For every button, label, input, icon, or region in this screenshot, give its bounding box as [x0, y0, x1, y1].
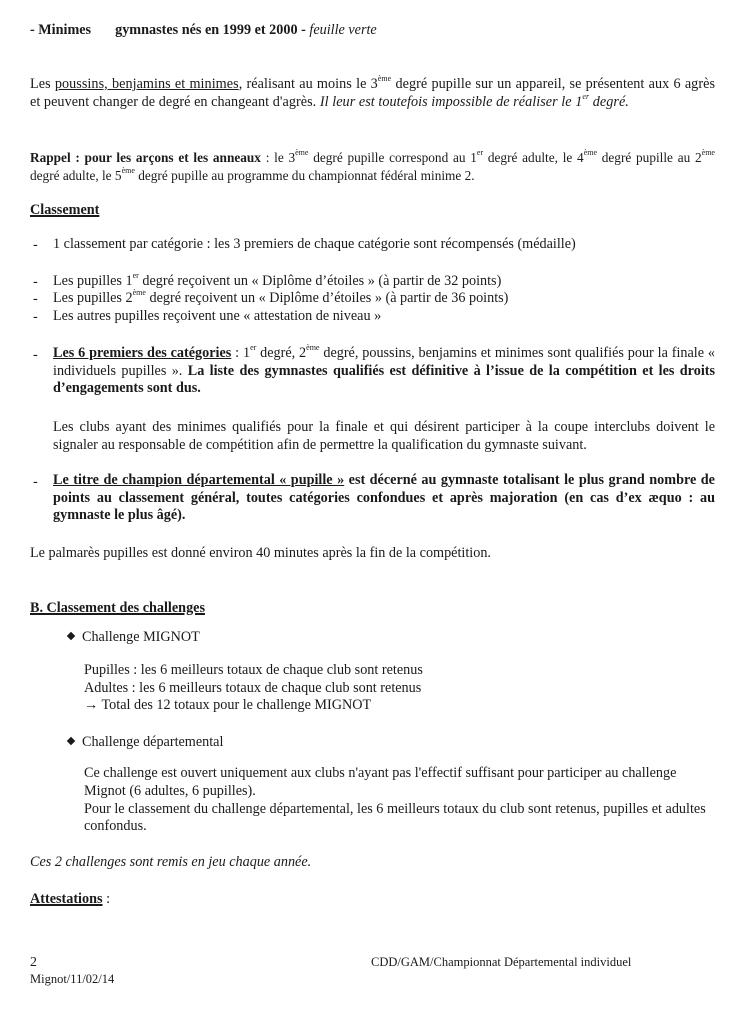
intro-text: Les	[30, 76, 55, 92]
list-item: Les pupilles 2ème degré reçoivent un « Diplôme d’étoiles » (à partir de 36 points)	[53, 288, 509, 306]
list-dash: -	[33, 474, 38, 490]
mignot-line: Pupilles : les 6 meilleurs totaux de chaque club sont retenus	[84, 662, 423, 678]
superscript: er	[582, 91, 590, 101]
list-item-qualification: Les 6 premiers des catégories : 1er degré, 2ème degré, poussins, benjamins et minimes sont qualifiés pour la finale « individuels pupilles ». La liste des gymnastes qualifiés est définitive à l’issue de la compétition et les droits d’engagements sont dus.	[53, 343, 716, 396]
superscript: ème	[377, 74, 392, 83]
list-dash: -	[33, 274, 38, 290]
challenge-mignot-details	[84, 662, 423, 715]
list-dash: -	[33, 309, 38, 325]
category-header	[30, 22, 377, 39]
challenge-mignot-title: Challenge MIGNOT	[68, 629, 200, 646]
rappel-paragraph: Rappel : pour les arçons et les anneaux : le 3ème degré pupille correspond au 1er degré adulte, le 4ème degré pupille au 2ème degré adulte, le 5ème degré pupille au programme du championnat fédéral minime 2.	[30, 148, 715, 183]
intro-paragraph	[30, 76, 715, 111]
list-item: Les autres pupilles reçoivent une « attestation de niveau »	[53, 308, 382, 324]
intro-italic: degré.	[589, 93, 629, 110]
qualification-label: Les 6 premiers des catégories	[53, 345, 232, 361]
diamond-bullet-icon	[67, 632, 75, 640]
departemental-paragraph: Ce challenge est ouvert uniquement aux clubs n'ayant pas l'effectif suffisant pour participer au challenge Mignot (6 adultes, 6 pupilles).	[84, 765, 677, 799]
list-item-champion: Le titre de champion départemental « pupille » est décerné au gymnaste totalisant le plus grand nombre de points au classement général, toutes catégories confondues et après majoration (en cas d’ex æquo : au gymnaste le plus âgé).	[53, 472, 715, 523]
champion-title-label: Le titre de champion départemental « pupille »	[53, 472, 345, 488]
list-item: Les pupilles 1er degré reçoivent un « Diplôme d’étoiles » (à partir de 32 points)	[53, 271, 502, 289]
challenges-heading: B. Classement des challenges	[30, 600, 205, 616]
challenge-departemental-title: Challenge départemental	[68, 734, 223, 751]
intro-text: degré pupille sur un appareil, se présentent aux 6 agrès et peuvent changer de degré en changeant d'agrès.	[30, 76, 716, 110]
mignot-line: → Total des 12 totaux pour le challenge MIGNOT	[84, 697, 372, 713]
interclubs-paragraph: Les clubs ayant des minimes qualifiés pour la finale et qui désirent participer à la coupe interclubs doivent le signaler au responsable de compétition afin de permettre la qualification du gymnaste suivant.	[53, 419, 715, 453]
header-sheet-color: feuille verte	[309, 22, 377, 38]
rappel-label: Rappel : pour les arçons et les anneaux	[30, 150, 261, 165]
challenges-note: Ces 2 challenges sont remis en jeu chaque année.	[30, 854, 312, 870]
list-dash: -	[33, 291, 38, 307]
page-number: 2	[30, 955, 37, 970]
diamond-bullet-icon	[67, 737, 75, 745]
author-date: Mignot/11/02/14	[30, 972, 115, 986]
header-description: gymnastes nés en 1999 et 2000 -	[115, 22, 310, 38]
departemental-paragraph: Pour le classement du challenge départemental, les 6 meilleurs totaux du club sont retenus, pupilles et adultes confondus.	[84, 800, 706, 835]
challenge-departemental-details	[84, 765, 714, 836]
mignot-line: Adultes : les 6 meilleurs totaux de chaque club sont retenus	[84, 679, 422, 696]
list-dash: -	[33, 237, 38, 253]
header-dash: -	[30, 22, 39, 38]
attestations-heading: Attestations :	[30, 891, 111, 907]
qualification-bold-text: La liste des gymnastes qualifiés est définitive à l’issue de la compétition et les droits d’engagements sont dus.	[53, 362, 716, 396]
palmares-text: Le palmarès pupilles est donné environ 40 minutes après la fin de la compétition.	[30, 545, 491, 561]
classement-heading: Classement	[30, 202, 100, 218]
intro-categories: poussins, benjamins et minimes	[54, 76, 239, 92]
list-item: 1 classement par catégorie : les 3 premiers de chaque catégorie sont récompensés (médaille)	[53, 236, 576, 252]
list-dash: -	[33, 347, 38, 363]
header-category: Minimes	[38, 22, 92, 38]
intro-italic: Il leur est toutefois impossible de réaliser le 1	[319, 93, 583, 110]
document-path: CDD/GAM/Championnat Départemental individuel	[371, 955, 632, 969]
intro-text: , réalisant au moins le 3	[238, 76, 378, 92]
